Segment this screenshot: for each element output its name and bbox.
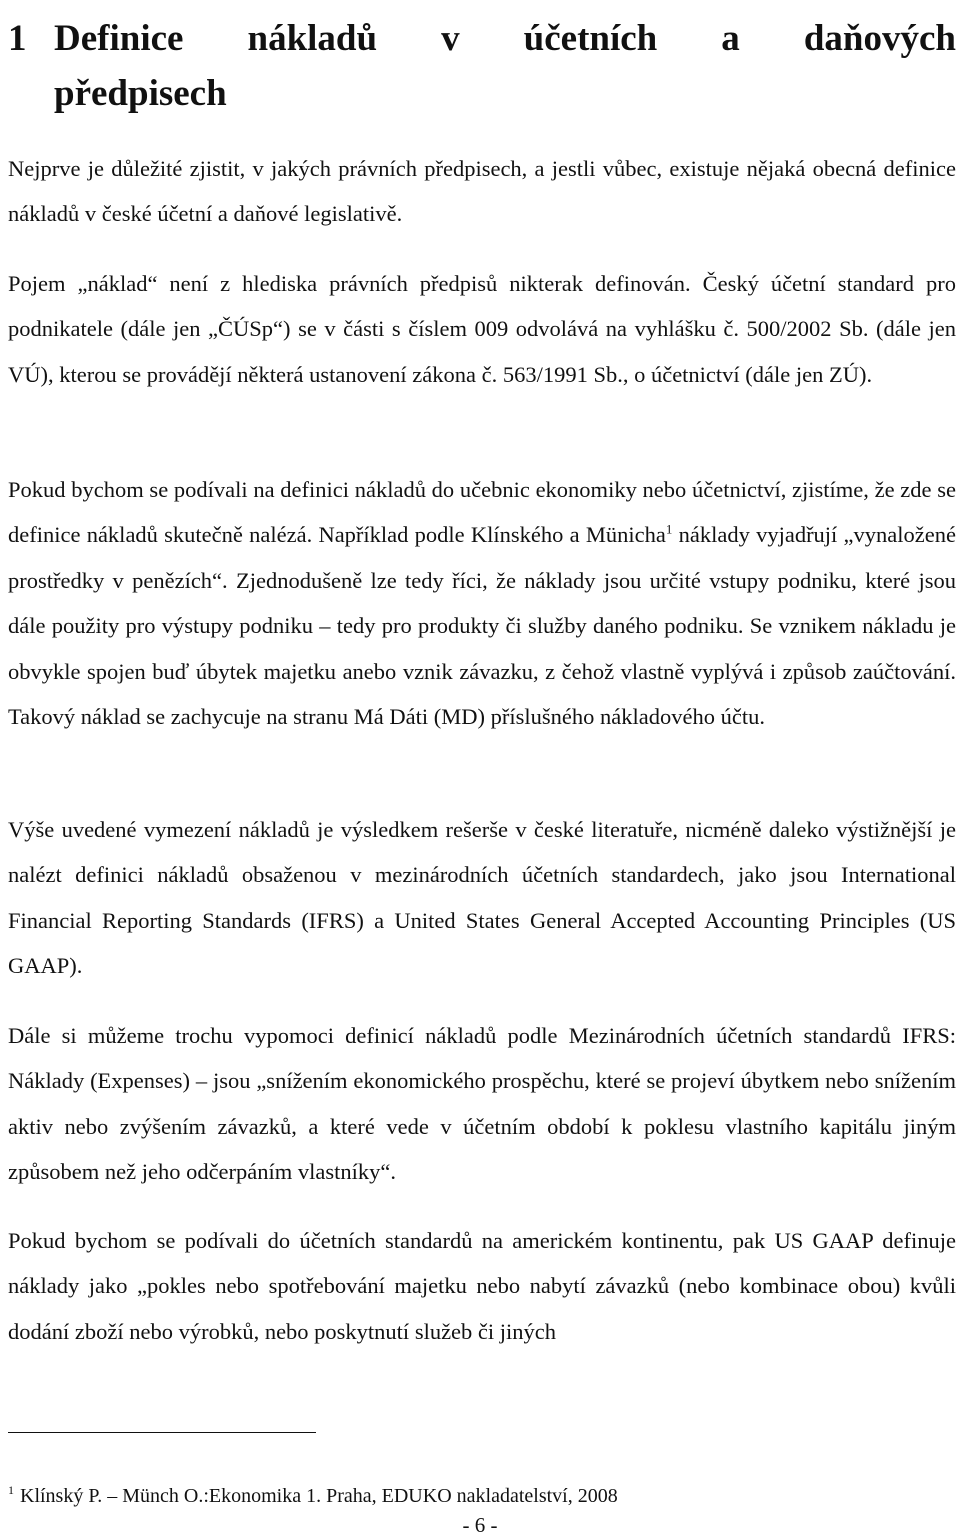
chapter-number: 1 [8, 18, 27, 59]
paragraph-ifrs-definition: Dále si můžeme trochu vypomoci definicí nákladů podle Mezinárodních účetních standardů IFRS: Náklady (Expenses) – jsou „snížením ekonomického prospěchu, které se projeví úbytkem nebo snížením aktiv nebo zvýšením závazků, a které vede v účetním období k poklesu vlastního kapitálu jiným způsobem než jeho odčerpáním vlastníky“. [8, 1023, 956, 1185]
paragraph-text-after-note: náklady vyjadřují „vynaložené prostředky v penězích“. Zjednodušeně lze tedy říci, že náklady jsou určité vstupy podniku, které jsou dále použity pro výstupy podniku – tedy pro produkty či služby daného podniku. Se vznikem nákladu je obvykle spojen buď úbytek majetku anebo vznik závazku, z čehož vlastně vyplývá i způsob zaúčtování. Takový náklad se zachycuje na stranu Má Dáti (MD) příslušného nákladového účtu. [8, 522, 956, 730]
page-number: - 6 - [462, 1513, 498, 1537]
footnote-number: 1 [8, 1483, 14, 1498]
paragraph-text-before-note: Pokud bychom se podívali na definici nákladů do učebnic ekonomiky nebo účetnictví, zjistíme, že zde se definice nákladů skutečně nalézá. Například podle Klínského a Münicha [8, 477, 956, 548]
chapter-title-line-1: Definice nákladů v účetních a daňových [54, 18, 956, 59]
paragraph-legal-definition: Pojem „náklad“ není z hlediska právních předpisů nikterak definován. Český účetní standard pro podnikatele (dále jen „ČÚSp“) se v části s číslem 009 odvolává na vyhlášku č. 500/2002 Sb. (dále jen VÚ), kterou se provádějí některá ustanovení zákona č. 563/1991 Sb., o účetnictví (dále jen ZÚ). [8, 271, 956, 387]
chapter-title-line-2: předpisech [54, 73, 227, 114]
paragraph-intro: Nejprve je důležité zjistit, v jakých právních předpisech, a jestli vůbec, existuje nějaká obecná definice nákladů v české účetní a daňové legislativě. [8, 156, 956, 227]
paragraph-textbook-definition [8, 467, 956, 739]
footnote-text: Klínský P. – Münch O.:Ekonomika 1. Praha, EDUKO nakladatelství, 2008 [20, 1485, 618, 1507]
footnote-separator [8, 1432, 316, 1433]
footnote [8, 1482, 618, 1510]
paragraph-us-gaap-definition: Pokud bychom se podívali do účetních standardů na americkém kontinentu, pak US GAAP definuje náklady jako „pokles nebo spotřebování majetku nebo nabytí závazků (nebo kombinace obou) kvůli dodání zboží nebo výrobků, nebo poskytnutí služeb či jiných [8, 1228, 956, 1344]
footnote-reference: 1 [665, 521, 673, 537]
paragraph-international-standards: Výše uvedené vymezení nákladů je výsledkem rešerše v české literatuře, nicméně daleko výstižnější je nalézt definici nákladů obsaženou v mezinárodních účetních standardech, jako jsou International Financial Reporting Standards (IFRS) a United States General Accepted Accounting Principles (US GAAP). [8, 817, 956, 979]
